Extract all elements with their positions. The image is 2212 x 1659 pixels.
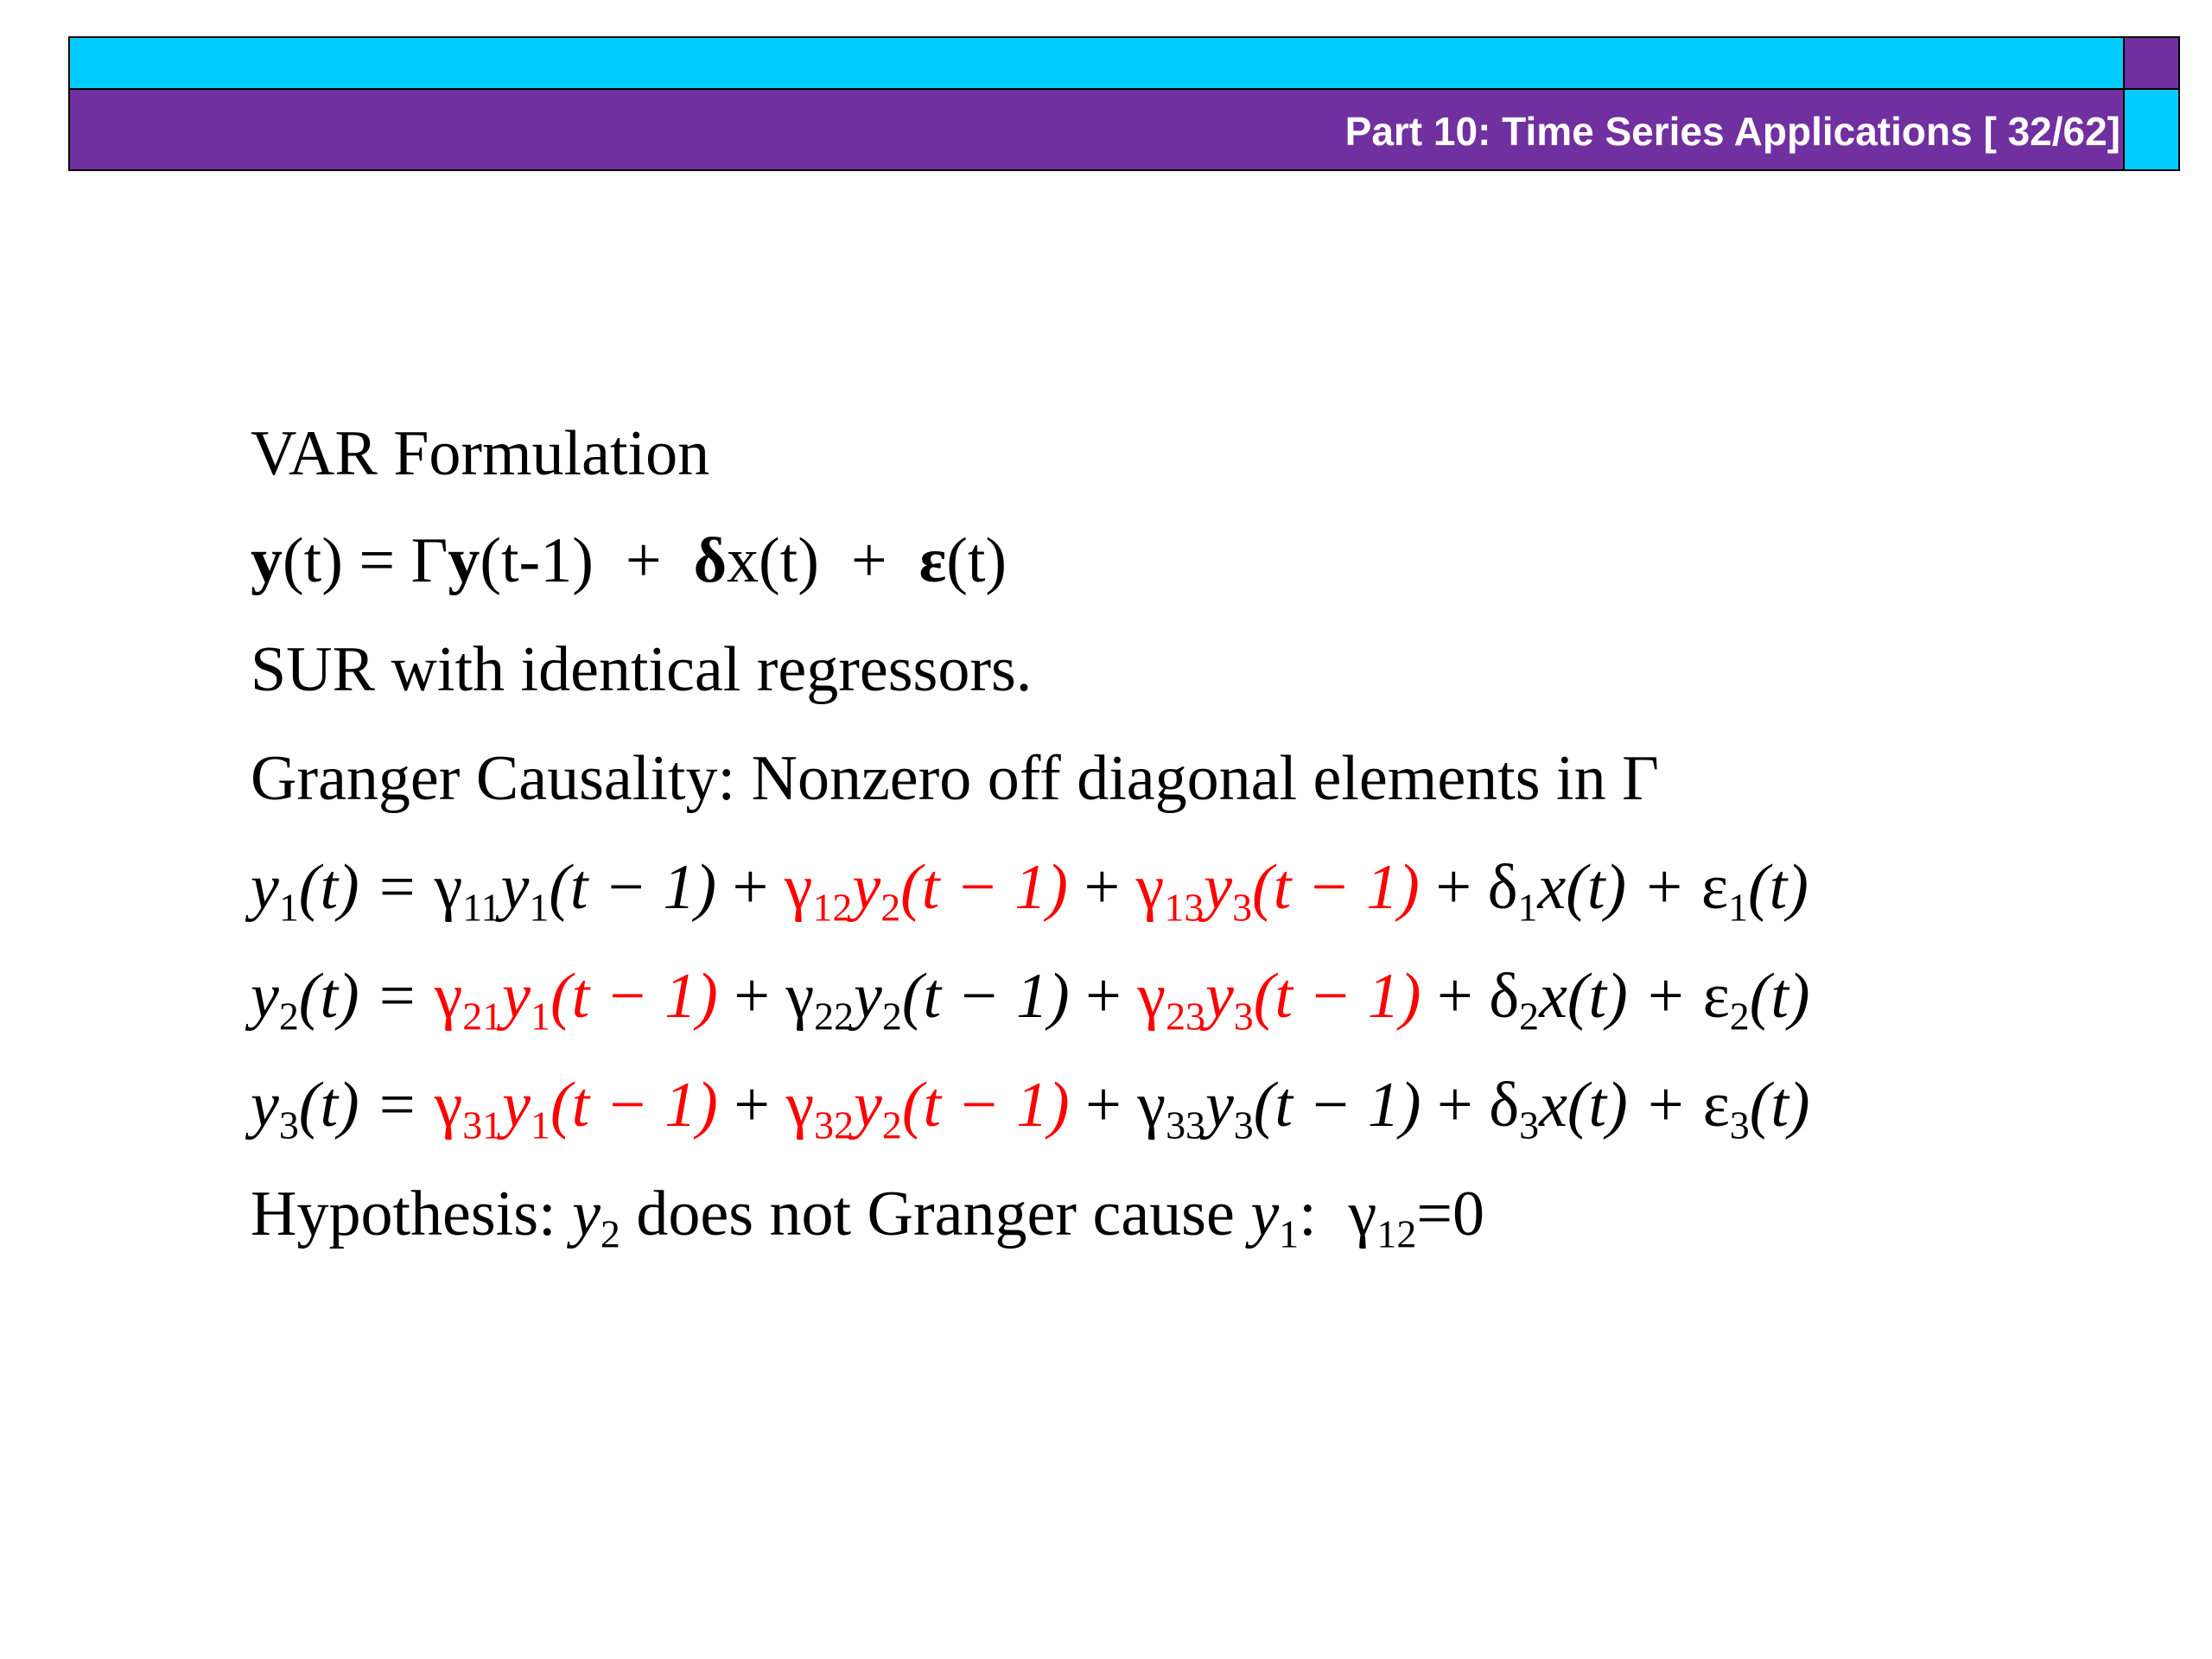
eq-gamma-sub: 23 [1166,994,1205,1039]
eq-term [1135,852,1420,930]
eq-arg: (t − 1) [900,852,1068,923]
eq-gamma-sub: 31 [462,1103,503,1147]
eq-var-sub: 1 [531,994,550,1039]
eq-term [785,961,1070,1039]
eq-plus: + [717,1070,786,1141]
eq-var-sub: 2 [881,994,902,1039]
slide-heading: VAR Formulation [251,418,710,489]
eq-arg: (t − 1) [549,852,717,923]
eq-arg: (t − 1) [550,1070,718,1141]
eq-lhs: y [251,961,279,1032]
eq-epsilon-sub: 2 [1729,994,1750,1039]
sur-text: SUR with identical regressors. [251,634,1033,705]
eq-arg: (t − 1) [1253,1070,1421,1141]
eq-plus: + [717,961,786,1032]
eq-lhs-rest: (t) = [298,961,435,1032]
hypothesis-middle: does not Granger cause [620,1179,1251,1249]
var-part-4: (t) [946,525,1007,596]
eq-gamma-sub: 21 [462,994,503,1039]
eq-gamma: γ [1137,961,1166,1032]
eq-lhs: y [251,1070,279,1141]
hypothesis-colon: : [1299,1179,1349,1249]
eq-var-sub: 2 [881,1103,902,1147]
eq-delta-sub: 3 [1519,1103,1540,1147]
eq-gamma-sub: 12 [812,885,853,930]
eq-var: y [854,1070,882,1141]
eq-lhs-sub: 2 [278,994,299,1039]
header-corner-bottom [2123,90,2180,171]
hypothesis-y1-sub: 1 [1279,1211,1300,1256]
eq-gamma: γ [1137,1070,1166,1141]
eq-lhs: y [251,852,279,923]
eq-epsilon-sub: 1 [1728,885,1749,930]
eq-gamma-sub: 32 [814,1103,855,1147]
eq-var-sub: 2 [880,885,901,930]
hypothesis-prefix: Hypothesis: [251,1179,573,1249]
var-part-1: (t) = Γ [283,525,448,596]
eq-x: x(t) + [1539,1070,1703,1141]
eq-var: y [852,852,881,923]
eq-var-sub: 3 [1233,994,1254,1039]
eq-delta-sub: 1 [1517,885,1538,930]
var-epsilon: ε [918,525,947,596]
eq-var-sub: 1 [529,885,550,930]
eq-term [1137,961,1421,1039]
var-part-2: (t-1) + [480,525,694,596]
eq-end: (t) [1749,961,1810,1032]
hypothesis-y2-sub: 2 [600,1211,620,1256]
eq-term [784,852,1068,930]
var-part-3: x(t) + [727,525,919,596]
eq-var-sub: 1 [531,1103,550,1147]
eq-var-sub: 3 [1232,885,1253,930]
eq-var: y [1204,852,1233,923]
var-delta: δ [693,525,728,596]
eq-lhs-sub: 1 [278,885,299,930]
eq-plus: + [1069,1070,1138,1141]
eq-plus: + [1069,961,1138,1032]
header-corner-top [2123,36,2180,91]
eq-epsilon-sub: 3 [1729,1103,1750,1147]
var-y: y [251,525,283,596]
hypothesis-y1: y [1250,1179,1280,1249]
eq-lhs-sub: 3 [278,1103,299,1147]
eq-arg: (t − 1) [1253,961,1421,1032]
eq-gamma: γ [1135,852,1165,923]
eq-gamma-sub: 13 [1164,885,1205,930]
eq-arg: (t − 1) [901,961,1070,1032]
granger-text: Granger Causality: Nonzero off diagonal elements in Γ [251,743,1659,814]
eq-x: x(t) + [1539,961,1703,1032]
eq-var-sub: 3 [1233,1103,1254,1147]
eq-delta: δ [1489,1070,1520,1141]
eq-gamma: γ [784,852,813,923]
eq-plus: + [1067,852,1136,923]
eq-gamma: γ [434,1070,463,1141]
hypothesis-gamma: γ [1348,1179,1377,1249]
eq-term [434,852,717,930]
var-equation [251,522,1007,600]
eq-var: y [502,1070,531,1141]
eq-lhs-rest: (t) = [298,852,435,923]
eq-lhs-rest: (t) = [298,1070,435,1141]
eq-term [434,1070,718,1147]
eq-arg: (t − 1) [1252,852,1420,923]
eq-gamma-sub: 22 [814,994,855,1039]
hypothesis-gamma-sub: 12 [1376,1211,1417,1256]
eq-gamma: γ [434,961,463,1032]
eq-term [434,961,718,1039]
eq-epsilon: ε [1701,852,1729,923]
equation-line-1: $y_1(t) = \gamma_{11}y_1(t - 1) + \gamma_{12}y_2(t - 1) + \gamma_{13}y_3(t - 1) + \delta_1x(t) + \varepsilon_1(t)$ [251,852,1808,930]
header-bar-top [68,36,2125,91]
eq-end: (t) [1749,1070,1810,1141]
eq-delta-sub: 2 [1519,994,1540,1039]
eq-x: x(t) + [1537,852,1701,923]
eq-gamma: γ [785,1070,815,1141]
equation-line-2: $y_2(t) = \gamma_{21}y_1(t - 1) + \gamma_{22}y_2(t - 1) + \gamma_{23}y_3(t - 1) + \delta_2x(t) + \varepsilon_2(t)$ [251,961,1810,1039]
eq-var: y [1205,1070,1234,1141]
equation-line-3: $y_3(t) = \gamma_{31}y_1(t - 1) + \gamma_{32}y_2(t - 1) + \gamma_{33}y_3(t - 1) + \delta_3x(t) + \varepsilon_3(t)$ [251,1070,1810,1147]
eq-delta: δ [1489,961,1520,1032]
hypothesis-suffix: =0 [1416,1179,1484,1249]
eq-end: (t) [1748,852,1808,923]
eq-epsilon: ε [1702,1070,1730,1141]
slide-header-title: Part 10: Time Series Applications [ 32/62] [1344,109,2120,154]
eq-gamma: γ [434,852,463,923]
eq-epsilon: ε [1702,961,1730,1032]
eq-plus: + [716,852,785,923]
hypothesis-line [251,1175,1484,1256]
eq-arg: (t − 1) [550,961,718,1032]
eq-var: y [502,961,531,1032]
eq-gamma-sub: 33 [1166,1103,1205,1147]
eq-arg: (t − 1) [901,1070,1070,1141]
eq-term [1137,1070,1421,1147]
hypothesis-y2: y [572,1179,601,1249]
eq-var: y [500,852,530,923]
eq-gamma: γ [785,961,815,1032]
var-y-lag: y [448,525,480,596]
eq-gamma-sub: 11 [462,885,501,930]
eq-var: y [854,961,882,1032]
eq-var: y [1205,961,1234,1032]
eq-term [785,1070,1070,1147]
eq-delta: δ [1487,852,1518,923]
